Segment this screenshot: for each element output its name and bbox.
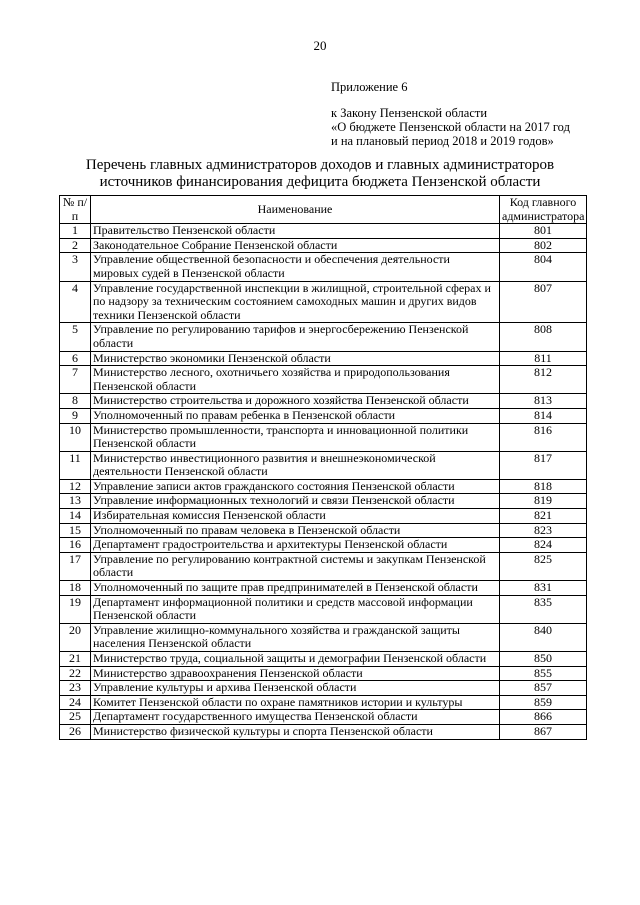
row-code: 840 [500,623,587,651]
row-code: 850 [500,652,587,667]
table-row [60,281,587,323]
row-name: Уполномоченный по защите прав предпринимателей в Пензенской области [91,581,500,596]
table-row [60,253,587,281]
row-name: Избирательная комиссия Пензенской области [91,509,500,524]
row-number: 24 [60,695,91,710]
row-number: 17 [60,552,91,580]
row-code: 808 [500,323,587,351]
row-number: 1 [60,224,91,239]
row-name: Управление культуры и архива Пензенской области [91,681,500,696]
row-number: 3 [60,253,91,281]
row-name: Законодательное Собрание Пензенской области [91,238,500,253]
row-number: 12 [60,479,91,494]
row-name: Министерство физической культуры и спорта Пензенской области [91,724,500,739]
appendix-line-1: к Закону Пензенской области [331,106,488,120]
appendix-line-3: и на плановый период 2018 и 2019 годов» [331,134,554,148]
table-row [60,408,587,423]
appendix-title: Приложение 6 [331,80,408,94]
row-code: 814 [500,408,587,423]
table-row [60,351,587,366]
row-code: 823 [500,523,587,538]
row-code: 821 [500,509,587,524]
table-row [60,710,587,725]
row-name: Департамент государственного имущества Пензенской области [91,710,500,725]
row-number: 2 [60,238,91,253]
row-number: 26 [60,724,91,739]
table-row [60,224,587,239]
header-name: Наименование [91,196,500,224]
row-code: 855 [500,666,587,681]
table-row [60,666,587,681]
row-code: 835 [500,595,587,623]
row-code: 819 [500,494,587,509]
row-name: Департамент информационной политики и средств массовой информации Пензенской области [91,595,500,623]
row-name: Управление государственной инспекции в жилищной, строительной сферах и по надзору за техническим состоянием самоходных машин и других видов техники Пензенской области [91,281,500,323]
row-code: 859 [500,695,587,710]
table-row [60,538,587,553]
row-name: Министерство лесного, охотничьего хозяйства и природопользования Пензенской области [91,366,500,394]
row-number: 4 [60,281,91,323]
row-name: Управление жилищно-коммунального хозяйства и гражданской защиты населения Пензенской области [91,623,500,651]
row-code: 825 [500,552,587,580]
row-number: 25 [60,710,91,725]
row-code: 867 [500,724,587,739]
appendix-line-2: «О бюджете Пензенской области на 2017 год [331,120,570,134]
row-name: Управление по регулированию тарифов и энергосбережению Пензенской области [91,323,500,351]
table-row [60,238,587,253]
row-number: 18 [60,581,91,596]
table-row [60,623,587,651]
document-title-line-1: Перечень главных администраторов доходов и главных администраторов [85,157,555,173]
row-number: 15 [60,523,91,538]
row-name: Министерство инвестиционного развития и внешнеэкономической деятельности Пензенской области [91,451,500,479]
row-code: 804 [500,253,587,281]
row-code: 802 [500,238,587,253]
table-row [60,451,587,479]
row-number: 11 [60,451,91,479]
row-name: Министерство здравоохранения Пензенской области [91,666,500,681]
row-name: Министерство труда, социальной защиты и демографии Пензенской области [91,652,500,667]
administrators-table [59,195,587,740]
row-code: 818 [500,479,587,494]
row-number: 13 [60,494,91,509]
row-name: Управление информационных технологий и связи Пензенской области [91,494,500,509]
row-name: Комитет Пензенской области по охране памятников истории и культуры [91,695,500,710]
row-name: Министерство строительства и дорожного хозяйства Пензенской области [91,394,500,409]
table-header-row [60,196,587,224]
row-name: Управление записи актов гражданского состояния Пензенской области [91,479,500,494]
row-code: 817 [500,451,587,479]
row-name: Министерство экономики Пензенской области [91,351,500,366]
row-name: Уполномоченный по правам человека в Пензенской области [91,523,500,538]
table-row [60,724,587,739]
row-name: Министерство промышленности, транспорта и инновационной политики Пензенской области [91,423,500,451]
document-title [60,157,580,191]
page-number: 20 [313,38,327,53]
row-number: 23 [60,681,91,696]
table-row [60,523,587,538]
row-code: 811 [500,351,587,366]
row-number: 20 [60,623,91,651]
row-name: Уполномоченный по правам ребенка в Пензенской области [91,408,500,423]
table-row [60,681,587,696]
document-title-line-2: источников финансирования дефицита бюджета Пензенской области [99,174,541,190]
table-row [60,423,587,451]
row-number: 19 [60,595,91,623]
row-number: 8 [60,394,91,409]
row-code: 801 [500,224,587,239]
table-row [60,581,587,596]
header-code: Код главного администратора [500,196,587,224]
table-row [60,595,587,623]
row-code: 831 [500,581,587,596]
row-number: 21 [60,652,91,667]
row-number: 14 [60,509,91,524]
table-row [60,509,587,524]
row-code: 813 [500,394,587,409]
row-number: 9 [60,408,91,423]
row-code: 866 [500,710,587,725]
row-number: 7 [60,366,91,394]
appendix-gap [331,94,570,106]
table-row [60,323,587,351]
header-num: № п/п [60,196,91,224]
table-row [60,695,587,710]
table-row [60,552,587,580]
row-name: Правительство Пензенской области [91,224,500,239]
row-number: 5 [60,323,91,351]
table-row [60,366,587,394]
table-row [60,494,587,509]
row-name: Департамент градостроительства и архитектуры Пензенской области [91,538,500,553]
row-code: 857 [500,681,587,696]
table-row [60,652,587,667]
row-name: Управление общественной безопасности и обеспечения деятельности мировых судей в Пензенской области [91,253,500,281]
table-row [60,394,587,409]
row-number: 22 [60,666,91,681]
table-body [60,224,587,739]
row-name: Управление по регулированию контрактной системы и закупкам Пензенской области [91,552,500,580]
table-row [60,479,587,494]
row-number: 6 [60,351,91,366]
row-number: 16 [60,538,91,553]
row-code: 807 [500,281,587,323]
row-number: 10 [60,423,91,451]
appendix-block [331,80,570,148]
row-code: 812 [500,366,587,394]
row-code: 824 [500,538,587,553]
row-code: 816 [500,423,587,451]
